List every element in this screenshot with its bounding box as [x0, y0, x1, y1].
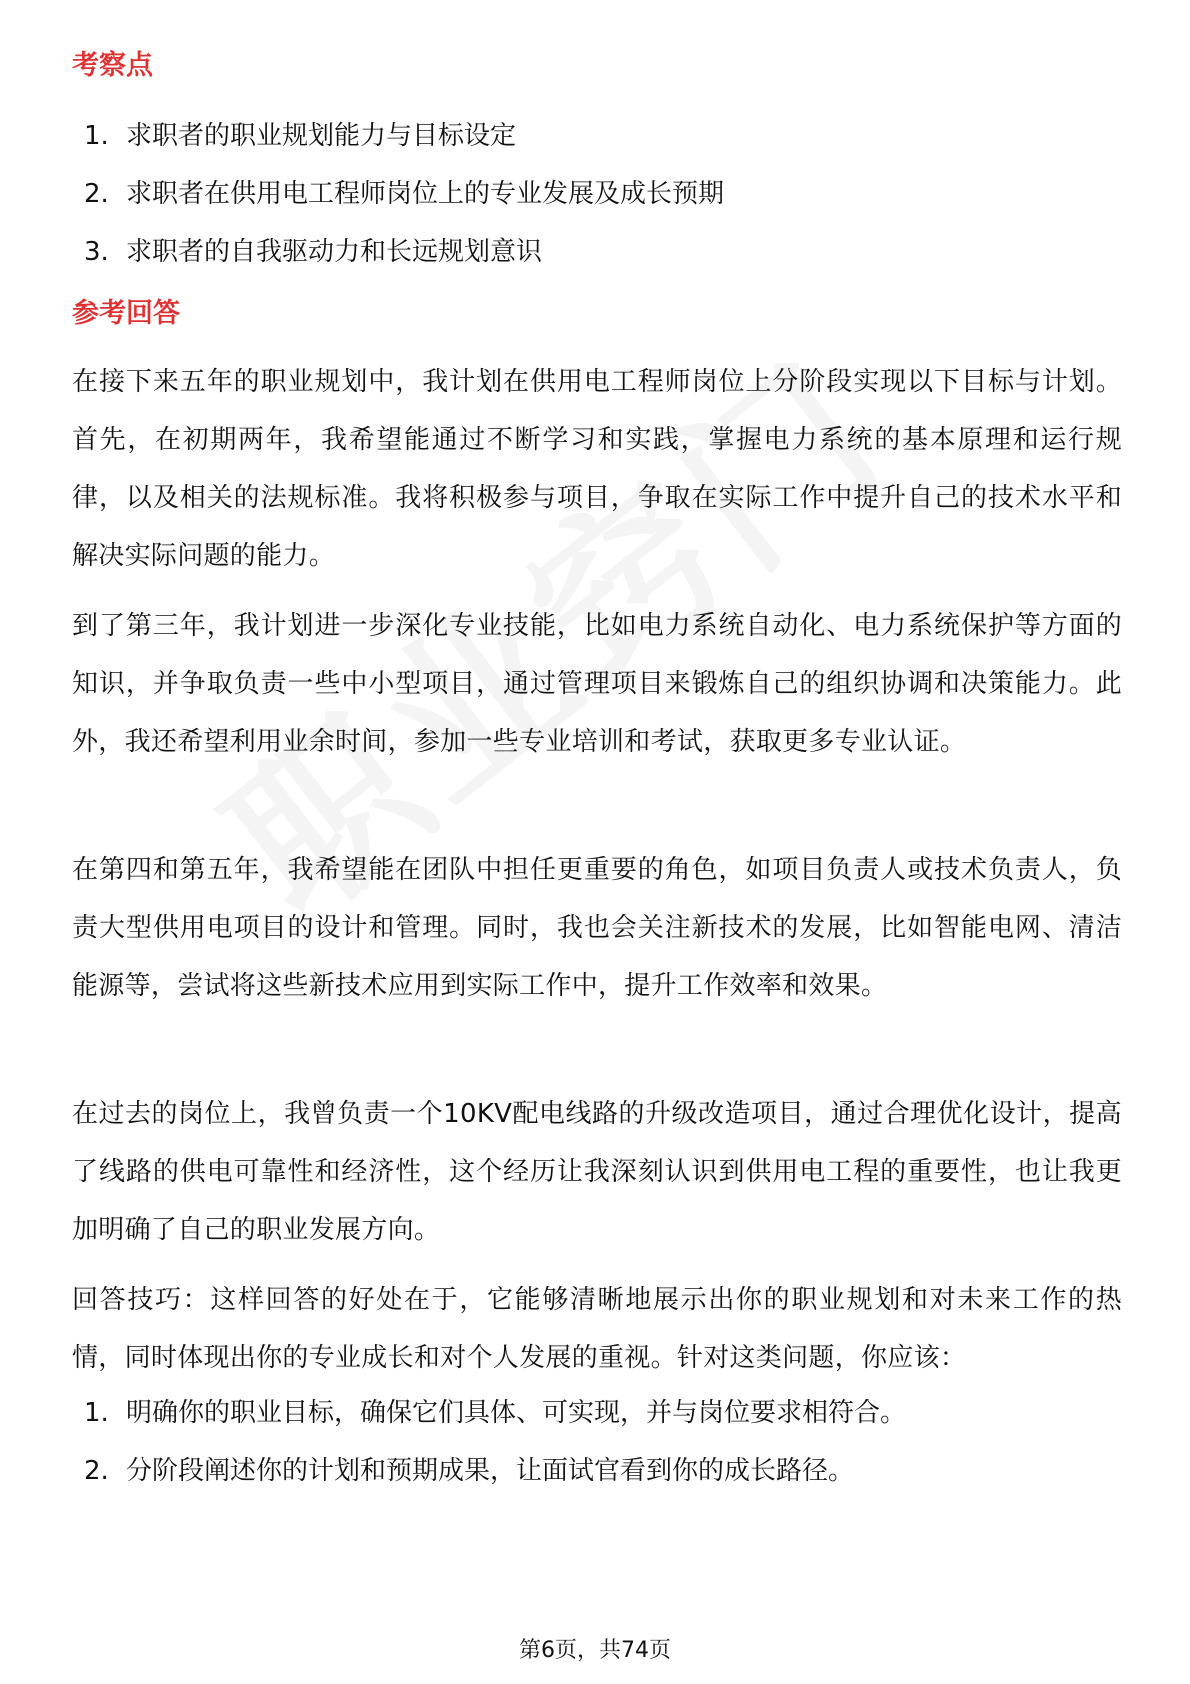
list-item-text: 分阶段阐述你的计划和预期成果，让面试官看到你的成长路径。: [126, 1456, 855, 1486]
answer-heading: 参考回答: [72, 298, 180, 329]
answer-paragraph-1: 在接下来五年的职业规划中，我计划在供用电工程师岗位上分阶段实现以下目标与计划。首先，在初期两年，我希望能通过不断学习和实践，掌握电力系统的基本原理和运行规律，以及相关的法规标准。我将积极参与项目，争取在实际工作中提升自己的技术水平和解决实际问题的能力。: [72, 367, 1122, 571]
list-item-text: 求职者在供用电工程师岗位上的专业发展及成长预期: [126, 179, 725, 209]
answer-tips-paragraph: 回答技巧：这样回答的好处在于，它能够清晰地展示出你的职业规划和对未来工作的热情，同时体现出你的专业成长和对个人发展的重视。针对这类问题，你应该：: [72, 1285, 1122, 1373]
answer-paragraph-4: 在过去的岗位上，我曾负责一个10KV配电线路的升级改造项目，通过合理优化设计，提高了线路的供电可靠性和经济性，这个经历让我深刻认识到供用电工程的重要性，也让我更加明确了自己的职业发展方向。: [72, 1099, 1122, 1245]
tips-list: [84, 1395, 906, 1511]
answer-paragraph-3: 在第四和第五年，我希望能在团队中担任更重要的角色，如项目负责人或技术负责人，负责大型供用电项目的设计和管理。同时，我也会关注新技术的发展，比如智能电网、清洁能源等，尝试将这些新技术应用到实际工作中，提升工作效率和效果。: [72, 855, 1122, 1001]
list-item-text: 明确你的职业目标，确保它们具体、可实现，并与岗位要求相符合。: [126, 1398, 907, 1428]
list-item: [84, 176, 724, 234]
list-item-number: 3.: [84, 237, 109, 267]
list-item-number: 2.: [84, 179, 109, 209]
focus-list: [84, 118, 724, 292]
list-item-number: 1.: [84, 121, 109, 151]
list-item: [84, 118, 724, 176]
list-item: [84, 1453, 906, 1511]
list-item: [84, 1395, 906, 1453]
list-item: [84, 234, 724, 292]
list-item-number: 2.: [84, 1456, 109, 1486]
list-item-text: 求职者的自我驱动力和长远规划意识: [126, 237, 543, 267]
page-number-footer: 第6页，共74页: [519, 1638, 671, 1663]
focus-heading: 考察点: [72, 50, 153, 81]
list-item-number: 1.: [84, 1398, 109, 1428]
list-item-text: 求职者的职业规划能力与目标设定: [126, 121, 517, 151]
answer-paragraph-2: 到了第三年，我计划进一步深化专业技能，比如电力系统自动化、电力系统保护等方面的知识，并争取负责一些中小型项目，通过管理项目来锻炼自己的组织协调和决策能力。此外，我还希望利用业余时间，参加一些专业培训和考试，获取更多专业认证。: [72, 611, 1122, 757]
